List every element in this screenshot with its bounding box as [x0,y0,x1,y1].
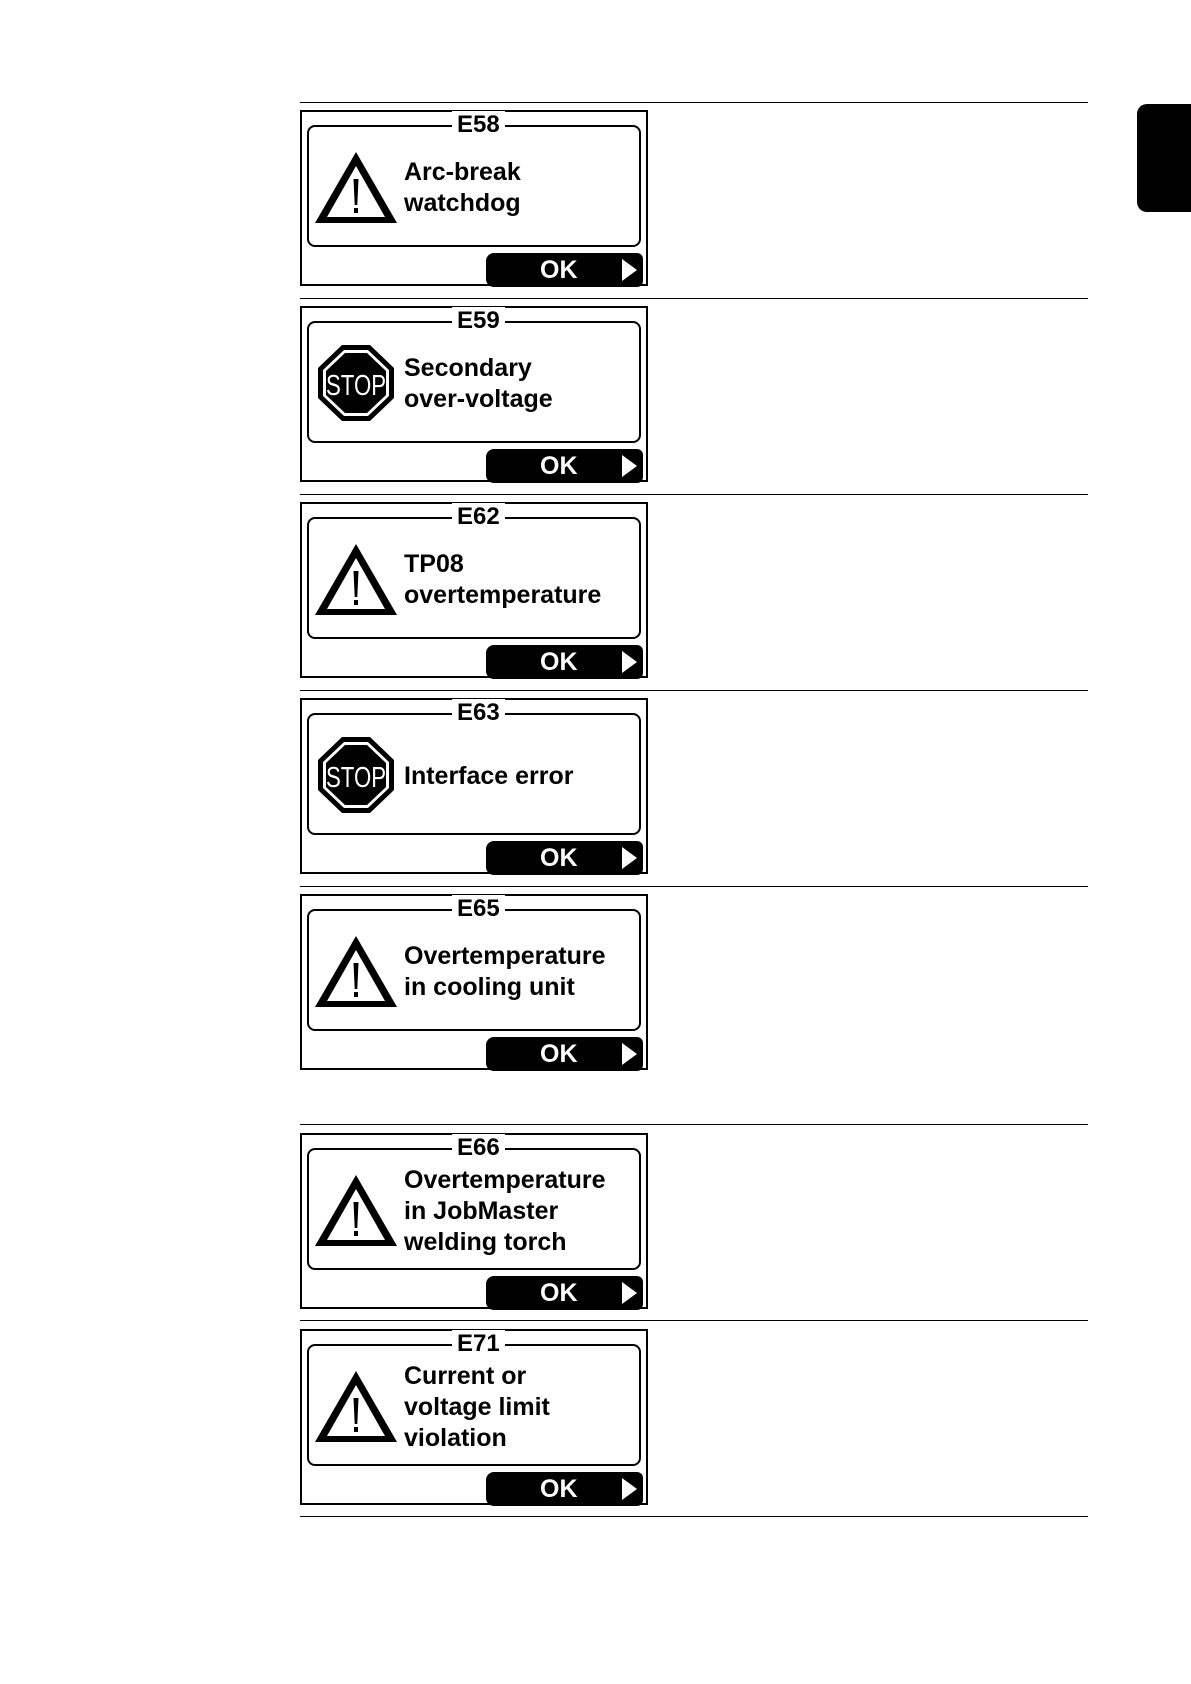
error-panel-e59 [300,306,648,482]
arrow-right-icon [622,1043,637,1065]
error-message-line: in cooling unit [404,973,575,1001]
error-message-line: over-voltage [404,385,553,413]
error-message-line: overtemperature [404,581,602,609]
error-message [404,139,633,237]
arrow-right-icon [622,259,637,281]
error-message-line: Current or [404,1361,527,1390]
ok-button[interactable] [486,253,643,287]
error-code: E71 [452,1330,505,1358]
error-code: E63 [452,699,505,727]
arrow-right-icon [622,847,637,869]
error-message [404,727,633,825]
error-message-line: Overtemperature [404,1165,606,1194]
stop-sign-text: STOP [326,762,386,794]
error-message-line: Interface error [404,761,574,790]
chapter-tab [1137,104,1191,212]
error-message [404,335,633,433]
arrow-right-icon [622,1478,637,1500]
error-message-line: welding torch [404,1227,567,1256]
arrow-right-icon [622,1282,637,1304]
ok-button[interactable] [486,1037,643,1071]
divider [300,690,1088,691]
error-code: E66 [452,1134,505,1162]
error-code: E59 [452,307,505,335]
ok-button-label: OK [540,256,578,284]
error-screen [307,895,641,1031]
divider [300,102,1088,103]
error-panel-e65 [300,894,648,1070]
error-message-line: Arc-break [404,158,521,186]
error-message-line: TP08 [404,550,464,578]
divider [300,494,1088,495]
error-message [404,923,633,1021]
ok-button-label: OK [540,1475,578,1503]
error-screen [307,307,641,443]
ok-button[interactable] [486,449,643,483]
ok-button-label: OK [540,1040,578,1068]
arrow-right-icon [622,651,637,673]
divider [300,298,1088,299]
arrow-right-icon [622,455,637,477]
divider [300,1320,1088,1321]
error-screen [307,1330,641,1466]
ok-button-label: OK [540,452,578,480]
error-screen [307,111,641,247]
warning-icon [313,931,399,1011]
divider [300,1516,1088,1517]
warning-icon [313,1366,399,1446]
error-message [404,1358,633,1456]
error-panel-e62 [300,502,648,678]
error-panel-e58 [300,110,648,286]
error-panel-e66 [300,1133,648,1309]
stop-sign-icon [313,343,399,423]
error-code: E62 [452,503,505,531]
stop-sign-text: STOP [326,370,386,402]
warning-icon [313,147,399,227]
error-message-line: violation [404,1423,507,1452]
ok-button-label: OK [540,648,578,676]
ok-button[interactable] [486,841,643,875]
error-message-line: Overtemperature [404,942,606,970]
error-message-line: Secondary [404,354,532,382]
error-message [404,531,633,629]
ok-button[interactable] [486,1276,643,1310]
ok-button-label: OK [540,1279,578,1307]
ok-button[interactable] [486,645,643,679]
divider [300,1124,1088,1125]
error-screen [307,503,641,639]
error-message [404,1162,633,1260]
stop-sign-icon [313,735,399,815]
error-screen [307,699,641,835]
error-message-line: voltage limit [404,1392,550,1421]
error-panel-e63 [300,698,648,874]
warning-icon [313,539,399,619]
error-code: E65 [452,895,505,923]
error-screen [307,1134,641,1270]
error-message-line: in JobMaster [404,1196,559,1225]
divider [300,886,1088,887]
warning-icon [313,1170,399,1250]
error-panel-e71 [300,1329,648,1505]
error-message-line: watchdog [404,189,521,217]
ok-button[interactable] [486,1472,643,1506]
error-code: E58 [452,111,505,139]
ok-button-label: OK [540,844,578,872]
